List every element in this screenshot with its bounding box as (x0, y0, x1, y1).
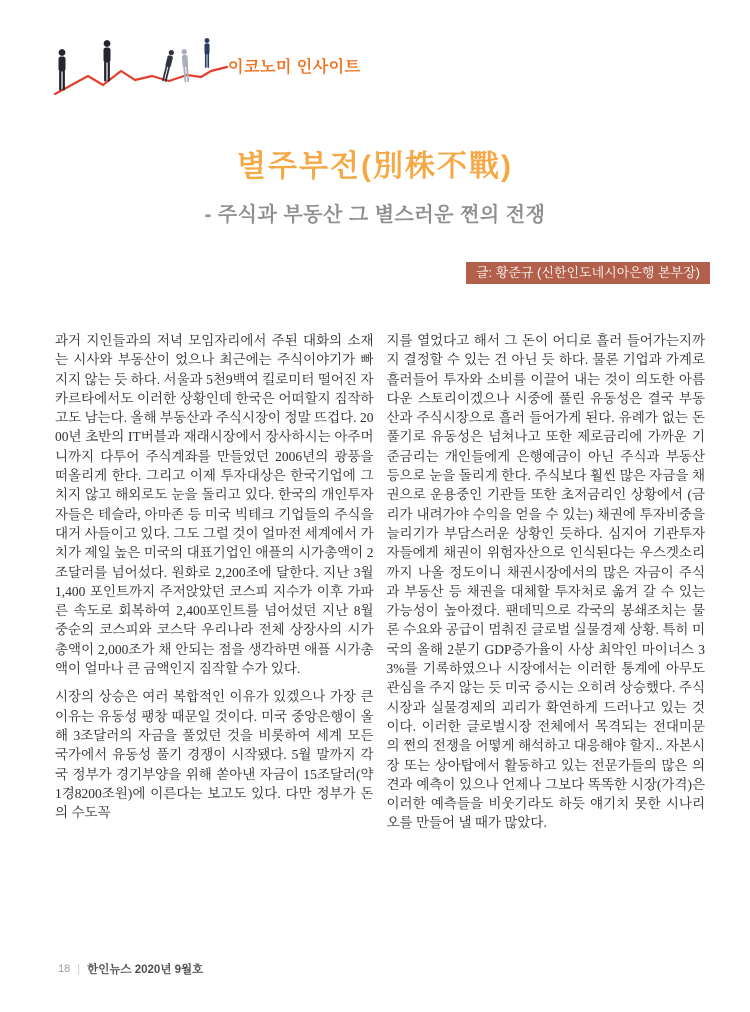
businessman-figure-1 (59, 49, 66, 90)
businessman-figure-3 (162, 49, 175, 82)
footer-separator: | (77, 963, 81, 975)
businessman-figure-5 (204, 38, 209, 68)
issue-label: 한인뉴스 2020년 9월호 (87, 964, 204, 976)
article-body (55, 331, 705, 833)
byline-ribbon: 글: 황준규 (신한인도네시아은행 본부장) (466, 262, 710, 284)
businessman-figure-2 (104, 40, 111, 81)
paragraph: 시장의 상승은 여러 복합적인 이유가 있겠으나 가장 큰 이유는 유동성 팽창 때문일 것이다. 미국 중앙은행이 올해 3조달러의 자금을 풀었던 것을 비롯하여 세계 모든 국가에서 유동성 풀기 경쟁이 시작됐다. 5월 말까지 각국 정부가 경기부양을 위해 쏟아낸 자금이 15조달러(약 1경8200조원)에 이른다는 보고도 있다. 다만 정부가 돈의 수도꼭 (55, 689, 374, 821)
headline-block (50, 141, 700, 227)
paragraph: 과거 지인들과의 저녁 모임자리에서 주된 대화의 소재는 시사와 부동산이 었으나 최근에는 주식이야기가 빠지지 않는 듯 하다. 서울과 5천9백여 킬로미터 떨어진 자카르타에서도 이러한 상황인데 한국은 어떠할지 짐작하고도 남는다. 올해 부동산과 주식시장이 정말 뜨겁다. 2000년 초반의 IT버블과 재래시장에서 장사하시는 아주머니까지 다투어 주식계좌를 만들었던 2006년의 광풍을 떠올리게 한다. 그리고 이제 투자대상은 한국기업에 그치지 않고 해외로도 눈을 돌리고 있다. 한국의 개인투자자들은 테슬라, 아마존 등 미국 빅테크 기업들의 주식을 대거 사들이고 있다. 그도 그럴 것이 얼마전 세계에서 가치가 제일 높은 미국의 대표기업인 애플의 시가총액이 2조달러를 넘어섰다. 원화로 2,200조에 달한다. 지난 3월 1,400 포인트까지 주저앉았던 코스피 지수가 이후 가파른 속도로 회복하여 2,400포인트를 넘어섰던 지난 8월 중순의 코스피와 코스닥 우리나라 전체 상장사의 시가총액이 2,000조가 채 안되는 점을 생각하면 애플 시가총액이 얼마나 큰 금액인지 짐작할 수가 있다. (55, 333, 374, 677)
paragraph: 지를 열었다고 해서 그 돈이 어디로 흘러 들어가는지까지 결정할 수 있는 건 아닌 듯 하다. 물론 기업과 가계로 흘러들어 투자와 소비를 이끌어 내는 것이 의도한 아름다운 스토리이겠으나 시중에 풀린 유동성은 결국 부동산과 주식시장으로 흘러 들어가게 된다. 유례가 없는 돈풀기로 유동성은 넘쳐나고 또한 제로금리에 가까운 기준금리는 개인들에게 은행예금이 아닌 주식과 부동산 등으로 눈을 돌리게 한다. 주식보다 훨씬 많은 자금을 채권으로 운용중인 기관들 또한 초저금리인 상황에서 (금리가 내려가야 수익을 얻을 수 있는) 채권에 투자비중을 늘리기가 부담스러운 상황인 듯하다. 심지어 기관투자자들에게 채권이 위험자산으로 인식된다는 우스겟소리까지 나올 정도이니 채권시장에서의 많은 자금이 주식과 부동산 등 채권을 대체할 투자처로 옮겨 갈 수 있는 가능성이 높아졌다. 팬데믹으로 각국의 봉쇄조치는 물론 수요와 공급이 멈춰진 글로벌 실물경제 상황. 특히 미국의 올해 2분기 GDP증가율이 사상 최악인 마이너스 33%를 기록하였으나 시장에서는 이러한 통계에 아무도 관심을 주지 않는 듯 미국 증시는 오히려 상승했다. 주식시장과 실물경제의 괴리가 확연하게 드러나고 있는 것이다. 이러한 글로벌시장 전체에서 목격되는 전대미문의 쩐의 전쟁을 어떻게 해석하고 대응해야 할지.. 자본시장 또는 상아탑에서 활동하고 있는 전문가들의 많은 의견과 예측이 있으나 언제나 그보다 똑똑한 시장(가격)은 이러한 예측들을 비웃기라도 하듯 얘기치 못한 시나리오를 만들어 낼 때가 많았다. (386, 333, 705, 831)
article-column-2 (387, 331, 706, 833)
page-number: 18 (58, 963, 71, 975)
article-subtitle: - 주식과 부동산 그 별스러운 쩐의 전쟁 (204, 204, 546, 226)
rising-stock-line (55, 67, 227, 94)
masthead-label: 이코노미 인사이트 (228, 59, 361, 76)
stock-chart-figures-illustration (45, 25, 230, 100)
article-title: 별주부전(別株不戰) (237, 150, 513, 183)
article-column-1 (55, 331, 374, 833)
page-footer (58, 961, 203, 977)
